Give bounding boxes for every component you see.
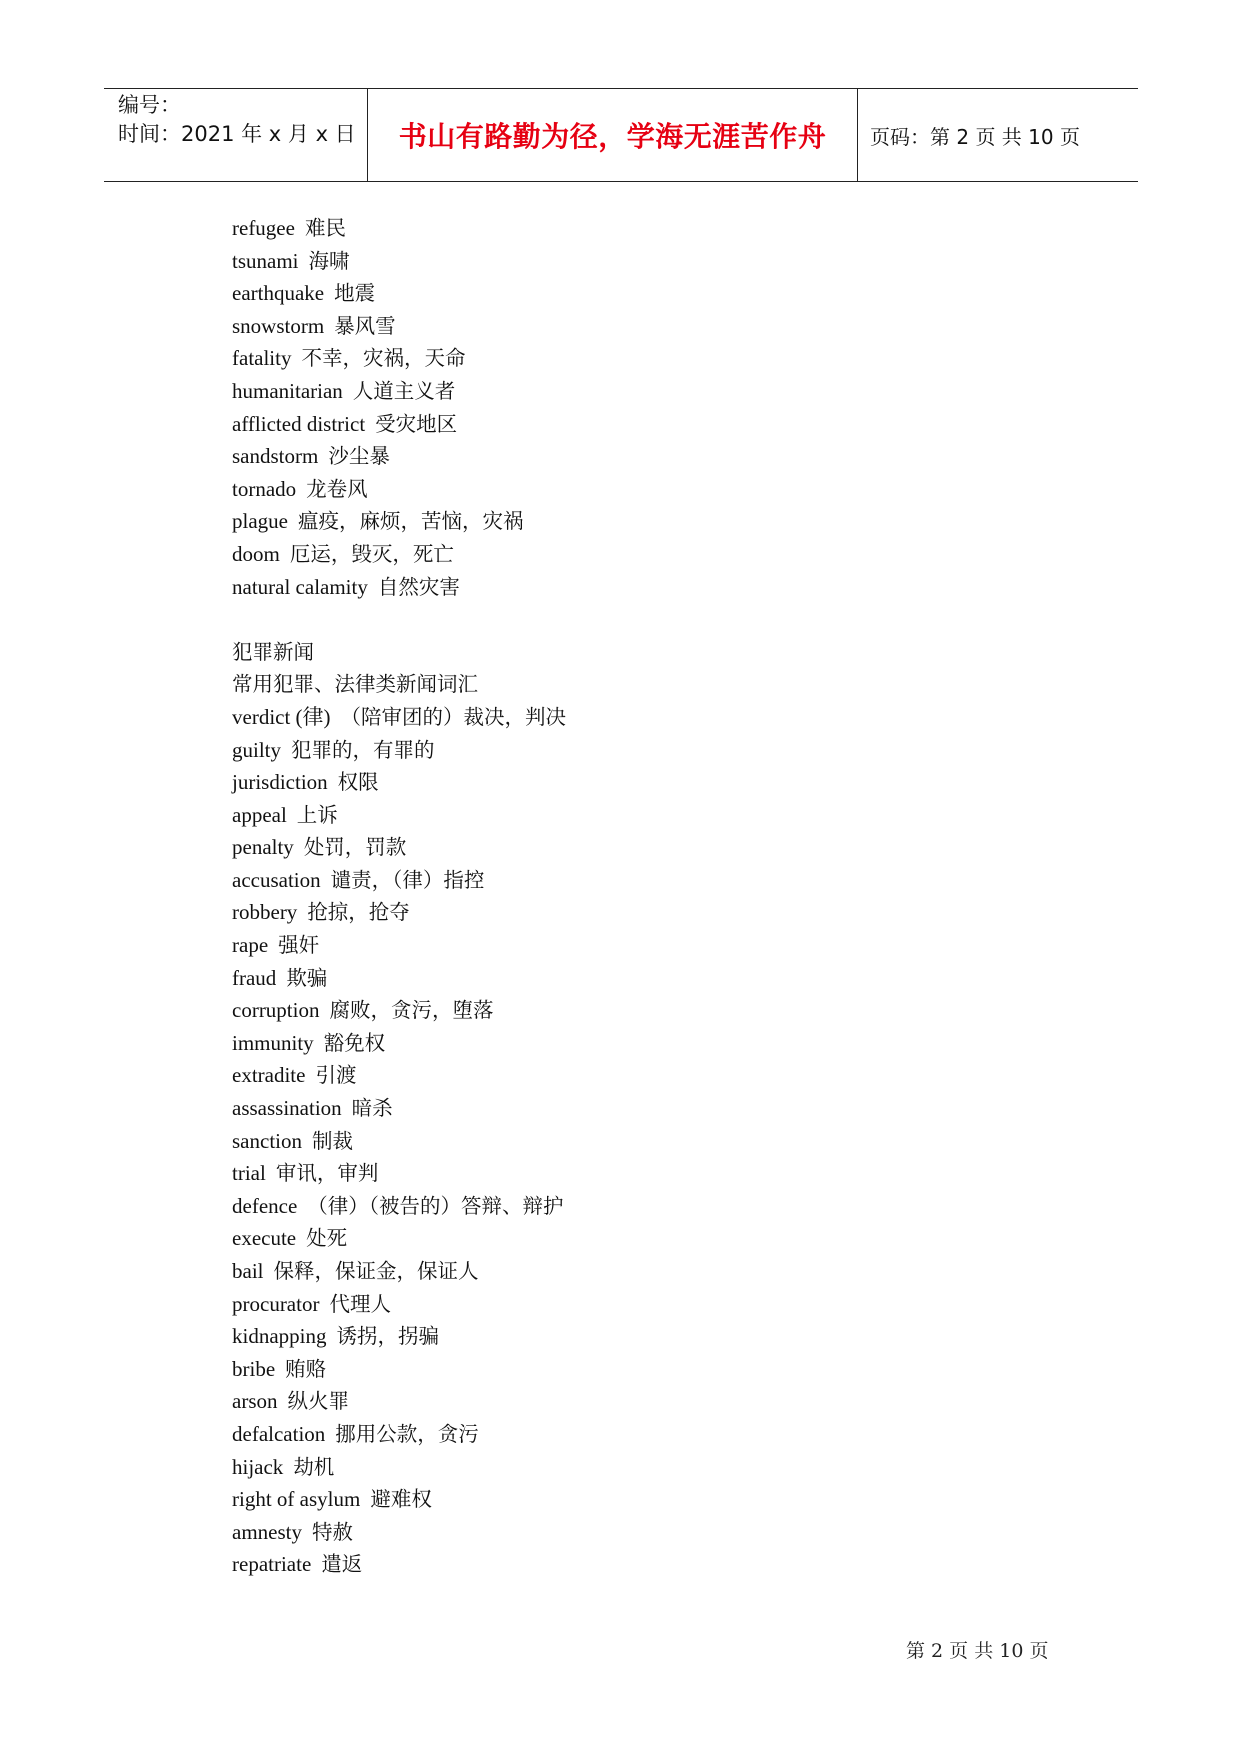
vocab-english: procurator: [232, 1291, 320, 1316]
vocab-entry: [232, 342, 1132, 375]
crime-term-list: [232, 701, 1132, 1581]
vocab-entry: [232, 245, 1132, 278]
vocab-entry: [232, 375, 1132, 408]
vocab-chinese: 难民: [304, 216, 346, 240]
vocab-chinese: 代理人: [329, 1291, 391, 1316]
crime-section-subtitle: 常用犯罪、法律类新闻词汇: [232, 672, 478, 697]
vocab-chinese: 上诉: [296, 802, 338, 827]
vocab-chinese: 厄运，毁灭，死亡: [289, 541, 454, 566]
vocab-chinese: 贿赂: [285, 1356, 327, 1381]
vocab-english: doom: [232, 541, 280, 566]
vocab-entry: [232, 1418, 1132, 1451]
vocab-entry: [232, 212, 1132, 245]
vocabulary-content: [232, 212, 1132, 1581]
vocab-chinese: 龙卷风: [306, 476, 368, 501]
vocab-entry: [232, 896, 1132, 929]
vocab-chinese: 强奸: [278, 933, 320, 958]
vocab-chinese: 制裁: [311, 1128, 353, 1153]
vocab-entry: [232, 1222, 1132, 1255]
vocab-chinese: 特赦: [311, 1519, 353, 1544]
vocab-english: trial: [232, 1161, 266, 1186]
header-motto-cell: [368, 89, 858, 181]
vocab-english: right of asylum: [232, 1487, 361, 1512]
vocab-entry: [232, 994, 1132, 1027]
vocab-english: jurisdiction: [232, 770, 328, 795]
vocab-english: extradite: [232, 1063, 306, 1088]
vocab-english: penalty: [232, 835, 294, 860]
vocab-chinese: 处罚，罚款: [303, 835, 407, 860]
header-meta-cell: [104, 89, 368, 181]
vocab-entry: [232, 929, 1132, 962]
vocab-entry: [232, 473, 1132, 506]
vocab-entry: [232, 1483, 1132, 1516]
vocab-english: earthquake: [232, 281, 325, 306]
vocab-entry: [232, 701, 1132, 734]
vocab-chinese: 权限: [337, 770, 379, 795]
vocab-chinese: 豁免权: [323, 1030, 386, 1055]
vocab-english: defalcation: [232, 1421, 326, 1446]
vocab-chinese: 遣返: [321, 1552, 363, 1577]
vocab-chinese: （律）（被告的）答辩、辩护: [307, 1193, 564, 1218]
crime-section-title: 犯罪新闻: [232, 639, 314, 664]
vocab-english: robbery: [232, 900, 298, 925]
vocab-entry: [232, 1092, 1132, 1125]
vocab-entry: [232, 1548, 1132, 1581]
vocab-english: afflicted district: [232, 411, 366, 436]
vocab-entry: [232, 440, 1132, 473]
header-page-info: 页码：第 2 页 共 10 页: [870, 124, 1080, 149]
document-header: [104, 88, 1138, 182]
vocab-chinese: 瘟疫，麻烦，苦恼，灾祸: [297, 509, 524, 534]
vocab-english: tsunami: [232, 248, 299, 273]
vocab-english: assassination: [232, 1096, 342, 1121]
vocab-chinese: 避难权: [370, 1487, 432, 1512]
header-page-cell: [858, 89, 1138, 181]
vocab-chinese: 腐败，贪污，堕落: [329, 998, 494, 1023]
vocab-chinese: 不幸，灾祸，天命: [301, 346, 466, 371]
vocab-english: immunity: [232, 1030, 314, 1055]
vocab-english: kidnapping: [232, 1324, 327, 1349]
vocab-chinese: 地震: [334, 281, 376, 306]
vocab-entry: [232, 1125, 1132, 1158]
vocab-english: verdict (律): [232, 704, 331, 729]
vocab-chinese: 挪用公款，贪污: [335, 1421, 479, 1446]
vocab-entry: [232, 1027, 1132, 1060]
vocab-entry: [232, 799, 1132, 832]
vocab-entry: [232, 1353, 1132, 1386]
section-spacer: [232, 603, 1132, 636]
vocab-entry: [232, 1190, 1132, 1223]
vocab-chinese: 自然灾害: [377, 574, 460, 599]
vocab-entry: [232, 864, 1132, 897]
vocab-entry: [232, 1516, 1132, 1549]
time-label: 时间：2021 年 x 月 x 日: [118, 122, 356, 146]
page-footer: 第 2 页 共 10 页: [906, 1640, 1049, 1662]
vocab-english: sanction: [232, 1128, 302, 1153]
vocab-english: fraud: [232, 965, 277, 990]
vocab-entry: [232, 1255, 1132, 1288]
vocab-chinese: 欺骗: [286, 965, 328, 990]
vocab-chinese: 处死: [306, 1226, 348, 1251]
vocab-english: tornado: [232, 476, 297, 501]
vocab-english: corruption: [232, 998, 320, 1023]
vocab-english: natural calamity: [232, 574, 368, 599]
vocab-entry: [232, 310, 1132, 343]
vocab-english: rape: [232, 933, 269, 958]
vocab-entry: [232, 962, 1132, 995]
vocab-english: bail: [232, 1259, 264, 1283]
vocab-english: fatality: [232, 346, 292, 371]
vocab-chinese: 暗杀: [351, 1096, 393, 1121]
vocab-entry: [232, 408, 1132, 441]
vocab-chinese: 保释，保证金，保证人: [273, 1259, 479, 1283]
vocab-chinese: 诱拐，拐骗: [336, 1324, 439, 1349]
vocab-entry: [232, 538, 1132, 571]
disaster-term-list: [232, 212, 1132, 603]
vocab-entry: [232, 571, 1132, 604]
vocab-chinese: 纵火罪: [287, 1389, 349, 1414]
vocab-english: arson: [232, 1389, 278, 1414]
vocab-entry: [232, 1385, 1132, 1418]
vocab-english: guilty: [232, 737, 282, 762]
vocab-chinese: 受灾地区: [375, 411, 458, 436]
vocab-chinese: 引渡: [315, 1063, 357, 1088]
vocab-chinese: 劫机: [293, 1454, 335, 1479]
vocab-chinese: 审讯，审判: [275, 1161, 379, 1186]
vocab-english: humanitarian: [232, 378, 343, 403]
vocab-entry: [232, 831, 1132, 864]
vocab-chinese: 谴责，（律）指控: [330, 867, 485, 892]
vocab-english: execute: [232, 1226, 297, 1251]
vocab-english: appeal: [232, 802, 287, 827]
vocab-english: bribe: [232, 1356, 276, 1381]
vocab-english: repatriate: [232, 1552, 312, 1577]
vocab-entry: [232, 1288, 1132, 1321]
vocab-chinese: 人道主义者: [352, 378, 456, 403]
vocab-chinese: 犯罪的，有罪的: [291, 737, 435, 762]
vocab-entry: [232, 1451, 1132, 1484]
vocab-chinese: 抢掠，抢夺: [307, 900, 410, 925]
vocab-chinese: 暴风雪: [334, 313, 396, 338]
vocab-chinese: 海啸: [308, 248, 350, 273]
vocab-entry: [232, 1320, 1132, 1353]
vocab-entry: [232, 734, 1132, 767]
vocab-entry: [232, 277, 1132, 310]
vocab-english: sandstorm: [232, 444, 319, 469]
motto-text: 书山有路勤为径，学海无涯苦作舟: [398, 120, 827, 153]
vocab-english: amnesty: [232, 1519, 302, 1544]
vocab-entry: [232, 1059, 1132, 1092]
vocab-entry: [232, 766, 1132, 799]
vocab-english: snowstorm: [232, 313, 325, 338]
vocab-chinese: （陪审团的）裁决，判决: [340, 704, 567, 729]
vocab-english: plague: [232, 509, 288, 534]
vocab-chinese: 沙尘暴: [328, 444, 390, 469]
vocab-english: refugee: [232, 216, 295, 240]
vocab-english: hijack: [232, 1454, 284, 1479]
vocab-entry: [232, 505, 1132, 538]
vocab-english: accusation: [232, 867, 321, 892]
number-label: 编号：: [118, 93, 181, 117]
vocab-english: defence: [232, 1193, 298, 1218]
vocab-entry: [232, 1157, 1132, 1190]
